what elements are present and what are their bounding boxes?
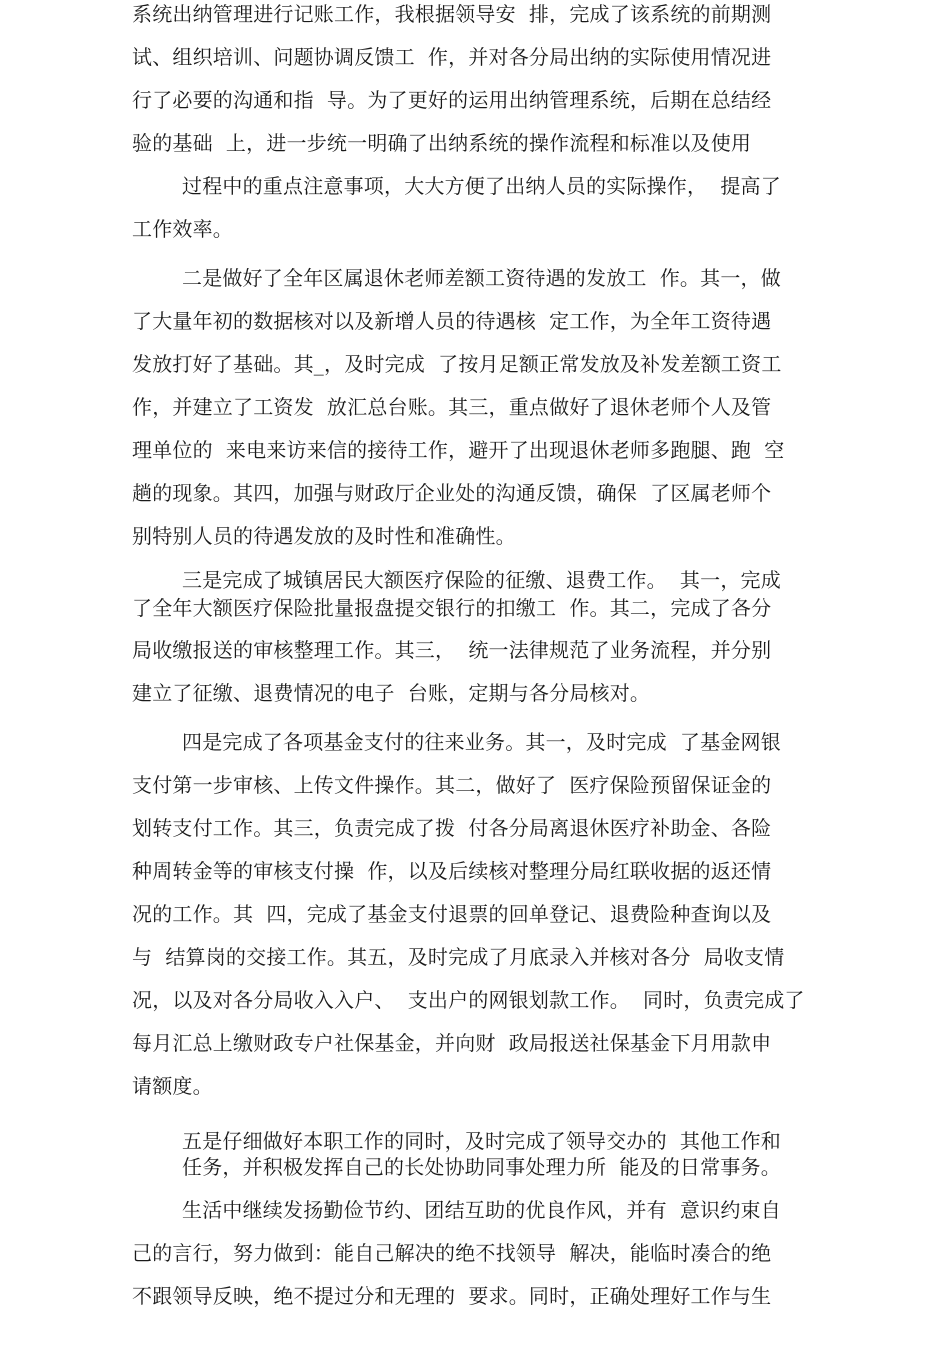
text-line: 行了必要的沟通和指 导。为了更好的运用出纳管理系统，后期在总结经: [132, 88, 772, 112]
text-line: 了大量年初的数据核对以及新增人员的待遇核 定工作，为全年工资待遇: [132, 309, 772, 333]
text-line: 任务，并积极发挥自己的长处协助同事处理力所 能及的日常事务。: [182, 1155, 781, 1179]
text-line: 发放打好了基础。其_，及时完成 了按月足额正常发放及补发差额工资工: [132, 352, 782, 376]
text-line: 四是完成了各项基金支付的往来业务。其一，及时完成 了基金网银: [182, 730, 781, 754]
text-line: 况，以及对各分局收入入户、 支出户的网银划款工作。 同时，负责完成了: [132, 988, 805, 1012]
text-line: 建立了征缴、退费情况的电子 台账，定期与各分局核对。: [132, 681, 651, 705]
text-line: 趟的现象。其四，加强与财政厅企业处的沟通反馈，确保 了区属老师个: [132, 481, 772, 505]
text-line: 五是仔细做好本职工作的同时，及时完成了领导交办的 其他工作和: [182, 1129, 781, 1153]
text-line: 局收缴报送的审核整理工作。其三， 统一法律规范了业务流程，并分别: [132, 638, 772, 662]
text-line: 己的言行，努力做到：能自己解决的绝不找领导 解决，能临时凑合的绝: [132, 1241, 772, 1265]
text-line: 了全年大额医疗保险批量报盘提交银行的扣缴工 作。其二，完成了各分: [132, 596, 772, 620]
text-line: 每月汇总上缴财政专户社保基金，并向财 政局报送社保基金下月用款申: [132, 1031, 772, 1055]
text-line: 作，并建立了工资发 放汇总台账。其三，重点做好了退休老师个人及管: [132, 395, 772, 419]
text-line: 理单位的 来电来访来信的接待工作，避开了出现退休老师多跑腿、跑 空: [132, 438, 785, 462]
text-line: 别特别人员的待遇发放的及时性和准确性。: [132, 524, 516, 548]
text-line: 与 结算岗的交接工作。其五，及时完成了月底录入并核对各分 局收支情: [132, 945, 785, 969]
text-line: 不跟领导反映，绝不提过分和无理的 要求。同时，正确处理好工作与生: [132, 1284, 772, 1308]
text-line: 支付第一步审核、上传文件操作。其二，做好了 医疗保险预留保证金的: [132, 773, 772, 797]
text-line: 过程中的重点注意事项，大大方便了出纳人员的实际操作， 提高了: [182, 174, 781, 198]
text-line: 种周转金等的审核支付操 作，以及后续核对整理分局红联收据的返还情: [132, 859, 772, 883]
text-line: 二是做好了全年区属退休老师差额工资待遇的发放工 作。其一，做: [182, 266, 781, 290]
text-line: 工作效率。: [132, 217, 233, 241]
text-line: 况的工作。其 四，完成了基金支付退票的回单登记、退费险种查询以及: [132, 902, 772, 926]
text-line: 系统出纳管理进行记账工作，我根据领导安 排，完成了该系统的前期测: [132, 2, 772, 26]
text-line: 验的基础 上，进一步统一明确了出纳系统的操作流程和标准以及使用: [132, 131, 752, 155]
text-line: 生活中继续发扬勤俭节约、团结互助的优良作风，并有 意识约束自: [182, 1198, 781, 1222]
text-line: 三是完成了城镇居民大额医疗保险的征缴、退费工作。 其一，完成: [182, 568, 781, 592]
text-line: 试、组织培训、问题协调反馈工 作，并对各分局出纳的实际使用情况进: [132, 45, 772, 69]
text-line: 请额度。: [132, 1074, 213, 1098]
text-line: 划转支付工作。其三，负责完成了拨 付各分局离退休医疗补助金、各险: [132, 816, 772, 840]
